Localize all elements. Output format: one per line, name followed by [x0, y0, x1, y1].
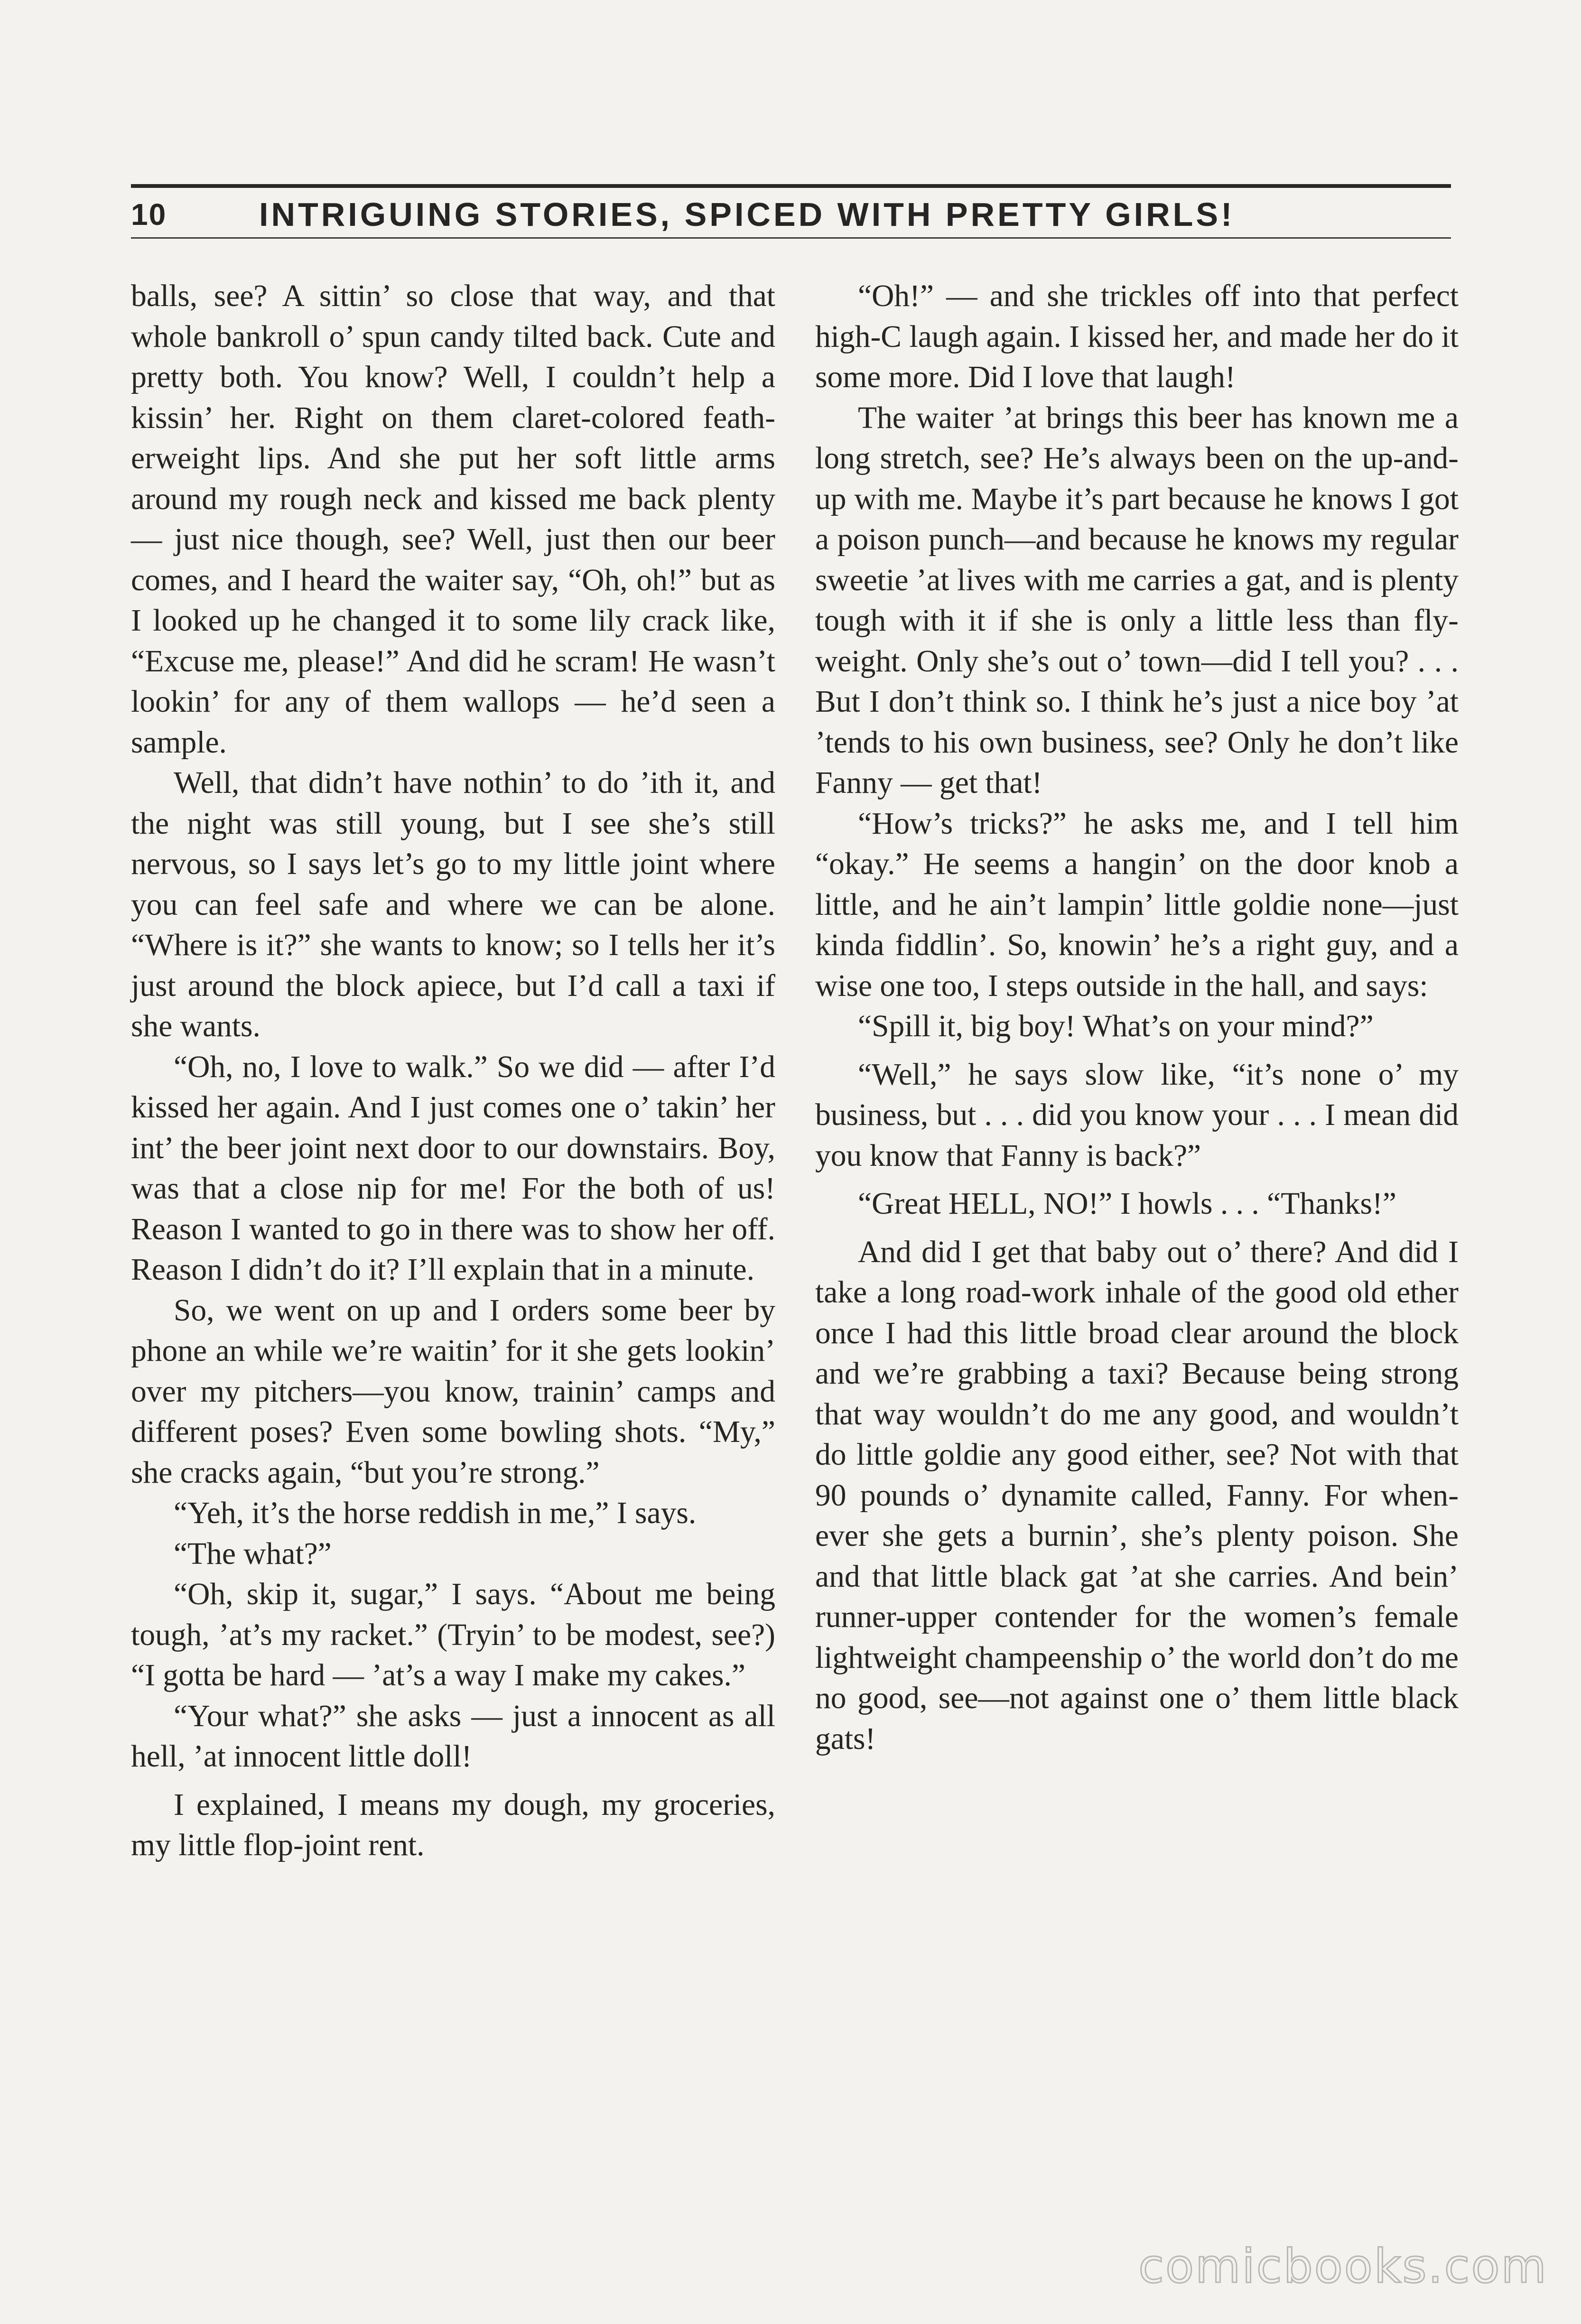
header-rule-top — [131, 184, 1451, 188]
paragraph: “The what?” — [174, 1536, 332, 1571]
watermark: comicbooks.com — [1138, 2240, 1548, 2294]
paragraph: Well, that didn’t have nothin’ to do ’ith it, and the night was still young, but I see she’s still nervous, so I says let’s go to my little joint where you can feel safe and where we can be alone. “Where is it?” she wants to know; so I tells her it’s just around the block apiece, but I’d call a taxi if she wants. — [131, 766, 775, 1043]
paragraph: “Your what?” she asks — just a innocent as all hell, ’at innocent little doll! — [131, 1699, 775, 1774]
paragraph: “Oh!” — and she trickles off into that perfect high-C laugh again. I kissed her, and made her do it some more. Did I love that laugh! — [815, 279, 1459, 394]
paragraph: “Yeh, it’s the horse reddish in me,” I says. — [174, 1496, 697, 1530]
page-number: 10 — [131, 197, 167, 232]
paragraph: So, we went on up and I orders some beer by phone an while we’re waitin’ for it she gets lookin’ over my pitchers—you know, trainin’ camps and different poses? Even some bowling shots. “My,” she cracks again, “but you’re strong.” — [131, 1293, 775, 1490]
left-column — [131, 276, 775, 1866]
paragraph: balls, see? A sittin’ so close that way, and that whole bankroll o’ spun candy tilted back. Cute and pretty both. You know? Well, I couldn’t help a kissin’ her. Right on them claret-colored featherweight lips. And she put her soft little arms around my rough neck and kissed me back plenty — just nice though, see? Well, just then our beer comes, and I heard the waiter say, “Oh, oh!” but as I looked up he changed it to some lily crack like, “Excuse me, please!” And did he scram! He wasn’t lookin’ for any of them wallops — he’d seen a sample. — [131, 279, 775, 760]
running-title: INTRIGUING STORIES, SPICED WITH PRETTY GIRLS! — [259, 196, 1235, 233]
paragraph: “Oh, no, I love to walk.” So we did — after I’d kissed her again. And I just comes one o’ takin’ her int’ the beer joint next door to our downstairs. Boy, was that a close nip for me! For the both of us! Reason I wanted to go in there was to show her off. Reason I didn’t do it? I’ll explain that in a minute. — [131, 1050, 775, 1287]
paragraph: “How’s tricks?” he asks me, and I tell him “okay.” He seems a hangin’ on the door knob a little, and he ain’t lampin’ little goldie none—just kinda fiddlin’. So, knowin’ he’s a right guy, and a wise one too, I steps outside in the hall, and says: — [815, 806, 1459, 1003]
paragraph: “Great HELL, NO!” I howls . . . “Thanks!” — [858, 1187, 1396, 1221]
paragraph: I explained, I means my dough, my groceries, my little flop-joint rent. — [131, 1787, 775, 1862]
paragraph: And did I get that baby out o’ there? And did I take a long road-work inhale of the good old ether once I had this little broad clear around the block and we’re grabbing a taxi? Because being strong that way wouldn’t do me any good, and wouldn’t do little goldie any good either, see? Not with that 90 pounds o’ dynamite called, Fanny. For whenever she gets a burnin’, she’s plenty poison. She and that little black gat ’at she carries. And bein’ runner-upper contender for the women’s female lightweight champeenship o’ the world don’t do me no good, see—not against one o’ them little black gats! — [815, 1235, 1459, 1756]
paragraph: “Oh, skip it, sugar,” I says. “About me being tough, ’at’s my racket.” (Tryin’ to be modest, see?) “I gotta be hard — ’at’s a way I make my cakes.” — [131, 1577, 775, 1692]
paragraph: “Well,” he says slow like, “it’s none o’ my business, but . . . did you know your . . . I mean did you know that Fanny is back?” — [815, 1057, 1459, 1173]
running-header — [131, 192, 1451, 237]
paragraph: The waiter ’at brings this beer has known me a long stretch, see? He’s always been on the up-and-up with me. Maybe it’s part because he knows I got a poison punch—and because he knows my regular sweetie ’at lives with me carries a gat, and is plenty tough with it if she is only a little less than fly-weight. Only she’s out o’ town—did I tell you? . . . But I don’t think so. I think he’s just a nice boy ’at ’tends to his own business, see? Only he don’t like Fanny — get that! — [815, 400, 1459, 800]
header-rule-bottom — [131, 237, 1451, 239]
paragraph: “Spill it, big boy! What’s on your mind?” — [858, 1009, 1374, 1043]
right-column — [815, 276, 1459, 1759]
